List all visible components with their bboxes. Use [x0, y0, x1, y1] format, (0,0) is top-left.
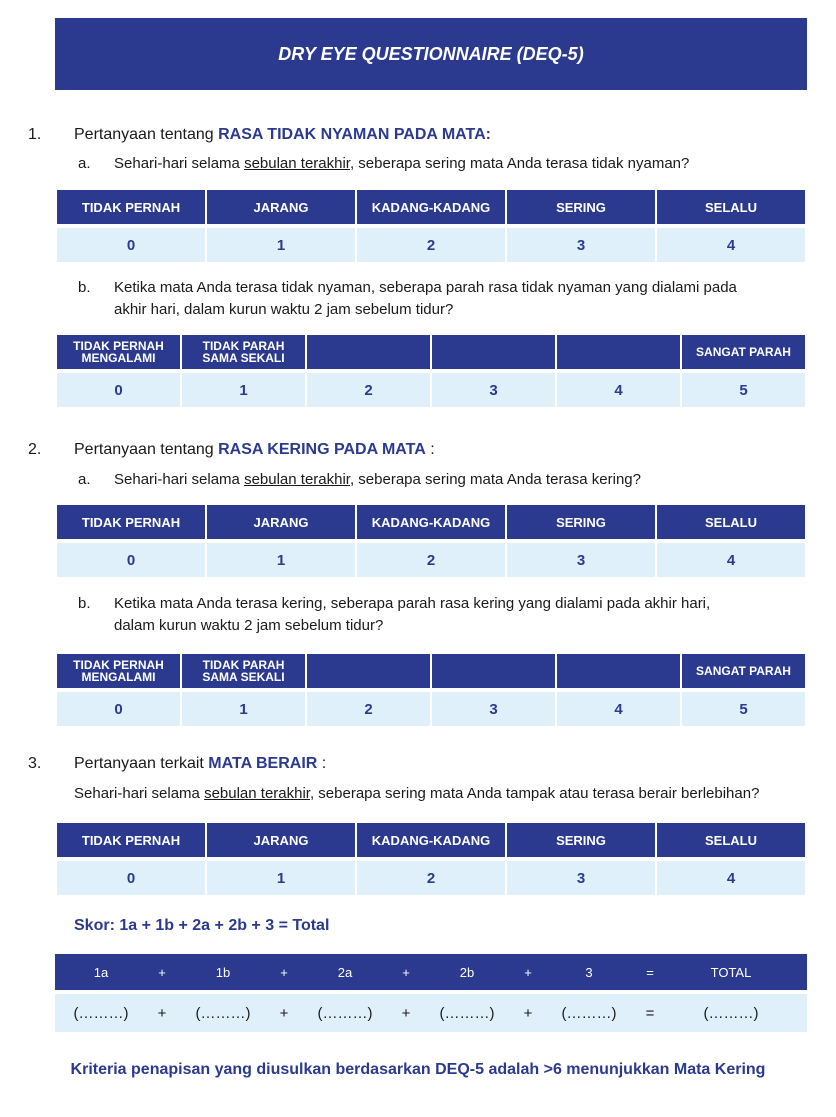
scale-option-label: SELALU: [657, 190, 805, 224]
question-number: 1.: [28, 126, 42, 143]
scale-option-label: SELALU: [657, 823, 805, 857]
scale-option-label: KADANG-KADANG: [357, 823, 505, 857]
scale-option-label: KADANG-KADANG: [357, 190, 505, 224]
frequency-scale-1a: [55, 190, 807, 262]
question-1b: [78, 277, 828, 321]
scale-value-row: [57, 692, 805, 726]
scale-option-label: SERING: [507, 823, 655, 857]
scale-option-label: SANGAT PARAH: [682, 335, 805, 369]
scale-option-label: [432, 335, 555, 369]
question-2b: [78, 593, 828, 637]
scale-option-label: SERING: [507, 505, 655, 539]
severity-scale-2b: [55, 654, 807, 726]
score-operator: +: [279, 1004, 289, 1022]
frequency-scale-3: [55, 823, 807, 895]
scale-score-value: 4: [657, 861, 805, 895]
score-cell: 3: [585, 964, 593, 980]
scale-option-label: SERING: [507, 190, 655, 224]
scale-score-value: 0: [57, 692, 180, 726]
score-operator: +: [524, 964, 532, 980]
score-cell: 2a: [337, 964, 353, 980]
score-operator: =: [645, 1004, 655, 1022]
scale-option-label: [432, 654, 555, 688]
subquestion-text: Ketika mata Anda terasa tidak nyaman, seberapa parah rasa tidak nyaman yang dialami pada akhir hari, dalam kurun waktu 2 jam sebelum tidur?: [114, 279, 737, 318]
scale-header-row: [57, 190, 805, 224]
score-cell: TOTAL: [710, 964, 752, 980]
scale-option-label: [307, 335, 430, 369]
score-operator: +: [523, 1004, 533, 1022]
question-topic: RASA KERING PADA MATA: [218, 441, 426, 458]
scale-score-value: 4: [657, 543, 805, 577]
subquestion-text: Sehari-hari selama sebulan terakhir, seberapa sering mata Anda terasa kering?: [114, 471, 641, 488]
scale-score-value: 3: [432, 692, 555, 726]
scale-score-value: 2: [357, 861, 505, 895]
scale-option-label: JARANG: [207, 505, 355, 539]
subquestion-text: Ketika mata Anda terasa kering, seberapa parah rasa kering yang dialami pada akhir hari, dalam kurun waktu 2 jam sebelum tidur?: [114, 595, 711, 634]
scale-score-value: 0: [57, 543, 205, 577]
scale-score-value: 1: [182, 373, 305, 407]
question-topic: RASA TIDAK NYAMAN PADA MATA:: [218, 126, 491, 143]
score-operator: +: [157, 1004, 167, 1022]
scale-option-label: TIDAK PARAH SAMA SEKALI: [182, 654, 305, 688]
severity-scale-1b: [55, 335, 807, 407]
score-cell: (………): [195, 1004, 251, 1022]
scale-option-label: TIDAK PARAH SAMA SEKALI: [182, 335, 305, 369]
scale-option-label: SANGAT PARAH: [682, 654, 805, 688]
scale-score-value: 0: [57, 373, 180, 407]
scale-header-row: [57, 823, 805, 857]
scale-score-value: 2: [307, 692, 430, 726]
score-operator: +: [280, 964, 288, 980]
question-topic: MATA BERAIR: [208, 755, 318, 772]
scale-option-label: [557, 654, 680, 688]
scale-option-label: JARANG: [207, 823, 355, 857]
score-cell: (………): [703, 1004, 759, 1022]
score-operator: =: [646, 964, 654, 980]
scale-score-value: 4: [657, 228, 805, 262]
score-formula: Skor: 1a + 1b + 2a + 2b + 3 = Total: [74, 917, 330, 934]
score-cell: (………): [317, 1004, 373, 1022]
scale-option-label: TIDAK PERNAH MENGALAMI: [57, 335, 180, 369]
scale-score-value: 3: [507, 861, 655, 895]
scale-value-row: [57, 373, 805, 407]
subquestion-label: b.: [78, 279, 91, 296]
score-operator: +: [402, 964, 410, 980]
scale-header-row: [57, 335, 805, 369]
score-header-row: [55, 954, 807, 990]
score-cell: (………): [561, 1004, 617, 1022]
question-1a: [78, 153, 828, 175]
scale-option-label: [557, 335, 680, 369]
score-cell: 1b: [215, 964, 231, 980]
score-cell: 1a: [93, 964, 109, 980]
scale-option-label: JARANG: [207, 190, 355, 224]
scale-option-label: TIDAK PERNAH: [57, 505, 205, 539]
question-text: Pertanyaan tentang RASA KERING PADA MATA :: [74, 441, 435, 458]
scale-value-row: [57, 228, 805, 262]
scale-option-label: SELALU: [657, 505, 805, 539]
question-number: 3.: [28, 755, 42, 772]
screening-criteria: Kriteria penapisan yang diusulkan berdasarkan DEQ-5 adalah >6 menunjukkan Mata Kering: [70, 1061, 766, 1078]
subquestion-label: b.: [78, 595, 91, 612]
scale-score-value: 2: [307, 373, 430, 407]
questionnaire-title: DRY EYE QUESTIONNAIRE (DEQ-5): [55, 18, 807, 90]
question-text: Pertanyaan tentang RASA TIDAK NYAMAN PADA MATA:: [74, 126, 491, 143]
score-operator: +: [158, 964, 166, 980]
subquestion-label: a.: [78, 155, 91, 172]
scale-score-value: 4: [557, 373, 680, 407]
scale-option-label: TIDAK PERNAH MENGALAMI: [57, 654, 180, 688]
scale-score-value: 2: [357, 543, 505, 577]
question-text: Pertanyaan terkait MATA BERAIR :: [74, 755, 327, 772]
scale-score-value: 3: [507, 228, 655, 262]
scale-option-label: TIDAK PERNAH: [57, 190, 205, 224]
scale-header-row: [57, 505, 805, 539]
scale-option-label: [307, 654, 430, 688]
scale-header-row: [57, 654, 805, 688]
scale-score-value: 2: [357, 228, 505, 262]
score-value-row: [55, 994, 807, 1032]
frequency-scale-2a: [55, 505, 807, 577]
question-3-text: Sehari-hari selama sebulan terakhir, seberapa sering mata Anda tampak atau terasa berair berlebihan?: [74, 785, 760, 802]
question-3-heading: [28, 755, 828, 777]
scale-score-value: 5: [682, 373, 805, 407]
scale-score-value: 1: [207, 228, 355, 262]
scale-score-value: 0: [57, 861, 205, 895]
scale-score-value: 3: [507, 543, 655, 577]
question-2a: [78, 469, 828, 491]
scale-option-label: TIDAK PERNAH: [57, 823, 205, 857]
scale-option-label: KADANG-KADANG: [357, 505, 505, 539]
score-cell: (………): [73, 1004, 129, 1022]
subquestion-text: Sehari-hari selama sebulan terakhir, seberapa sering mata Anda terasa tidak nyaman?: [114, 155, 690, 172]
question-1-heading: [28, 126, 828, 148]
scale-value-row: [57, 543, 805, 577]
scale-score-value: 1: [182, 692, 305, 726]
subquestion-label: a.: [78, 471, 91, 488]
score-cell: (………): [439, 1004, 495, 1022]
scale-score-value: 1: [207, 543, 355, 577]
question-number: 2.: [28, 441, 42, 458]
scale-score-value: 5: [682, 692, 805, 726]
score-operator: +: [401, 1004, 411, 1022]
scale-score-value: 4: [557, 692, 680, 726]
scale-value-row: [57, 861, 805, 895]
scale-score-value: 3: [432, 373, 555, 407]
scale-score-value: 1: [207, 861, 355, 895]
score-cell: 2b: [459, 964, 475, 980]
scale-score-value: 0: [57, 228, 205, 262]
question-2-heading: [28, 441, 828, 463]
